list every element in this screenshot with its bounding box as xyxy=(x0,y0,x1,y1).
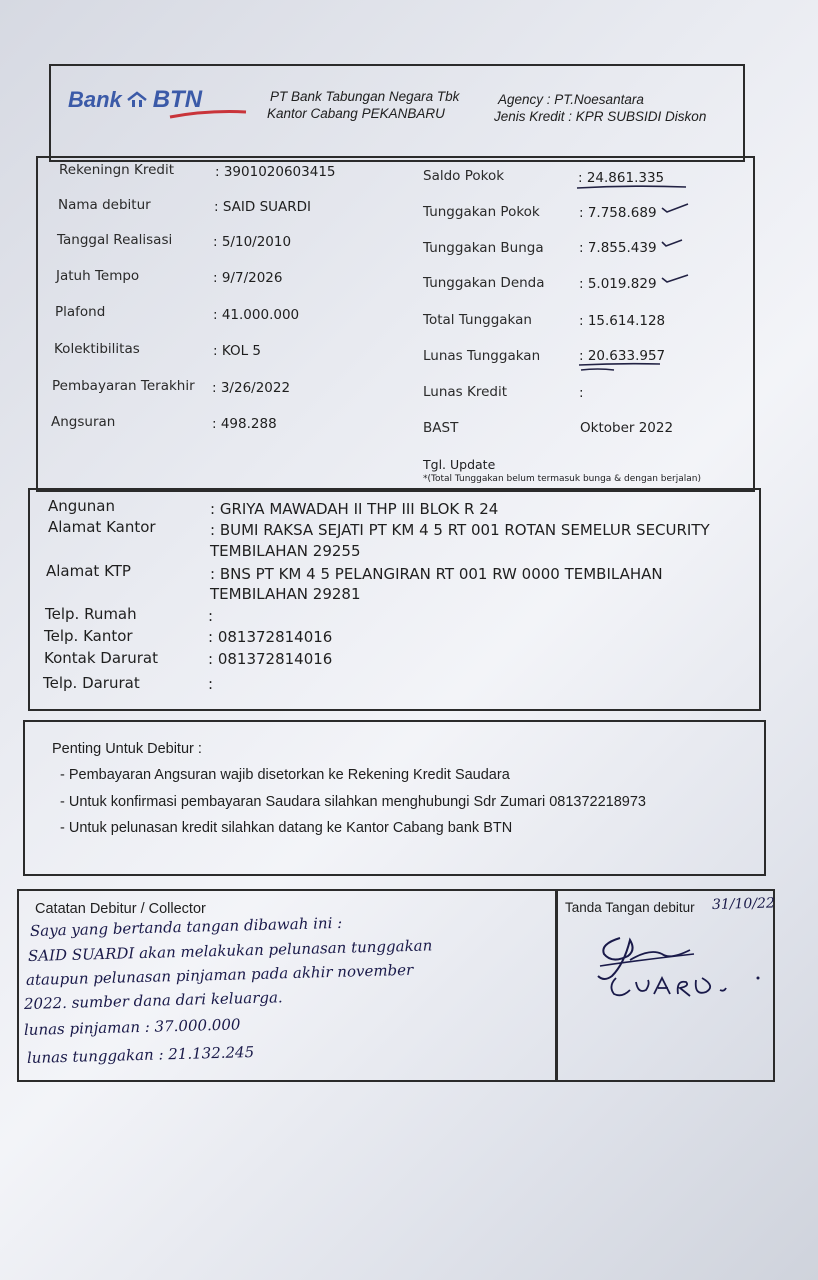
label-telp-rumah: Telp. Rumah xyxy=(45,605,137,623)
value-rekening: : 3901020603415 xyxy=(215,164,336,180)
value-jatuh-tempo: : 9/7/2026 xyxy=(213,270,283,286)
label-angsuran: Angsuran xyxy=(51,414,116,430)
value-tanggal-realisasi: : 5/10/2010 xyxy=(213,234,292,250)
house-logo-icon xyxy=(126,91,148,109)
label-nama: Nama debitur xyxy=(58,197,151,213)
important-item: - Pembayaran Angsuran wajib disetorkan ke Rekening Kredit Saudara xyxy=(60,767,510,783)
label-angunan: Angunan xyxy=(48,497,116,515)
note-line: 2022. sumber dana dari keluarga. xyxy=(23,988,283,1013)
logo-word: Bank xyxy=(68,87,122,112)
label-kontak-darurat: Kontak Darurat xyxy=(44,649,158,667)
label-alamat-ktp: Alamat KTP xyxy=(46,562,131,580)
value-nama: : SAID SUARDI xyxy=(214,199,312,215)
value-bast: Oktober 2022 xyxy=(580,420,674,436)
agency: Agency : PT.Noesantara xyxy=(498,92,644,107)
label-kolektibilitas: Kolektibilitas xyxy=(54,341,140,357)
value-alamat-kantor: : BUMI RAKSA SEJATI PT KM 4 5 RT 001 ROTAN SEMELUR SECURITY xyxy=(210,521,710,539)
label-tanggal-realisasi: Tanggal Realisasi xyxy=(57,232,173,248)
note-line: SAID SUARDI akan melakukan pelunasan tunggakan xyxy=(27,936,433,965)
branch-name: Kantor Cabang PEKANBARU xyxy=(267,106,445,121)
checkmark-icon xyxy=(660,236,684,248)
note-line: lunas pinjaman : 37.000.000 xyxy=(23,1015,241,1039)
bank-name: PT Bank Tabungan Negara Tbk xyxy=(270,89,460,104)
label-pembayaran-terakhir: Pembayaran Terakhir xyxy=(52,378,195,394)
value-telp-darurat: : xyxy=(208,675,214,693)
label-plafond: Plafond xyxy=(55,304,106,320)
value-alamat-ktp: : BNS PT KM 4 5 PELANGIRAN RT 001 RW 0000 TEMBILAHAN xyxy=(210,565,663,583)
value-pembayaran-terakhir: : 3/26/2022 xyxy=(212,380,291,396)
label-saldo-pokok: Saldo Pokok xyxy=(423,168,505,184)
value-lunas-tunggakan: : 20.633.957 xyxy=(579,348,666,364)
value-saldo-pokok: : 24.861.335 xyxy=(578,170,665,186)
label-jatuh-tempo: Jatuh Tempo xyxy=(56,268,140,284)
important-item: - Untuk pelunasan kredit silahkan datang ke Kantor Cabang bank BTN xyxy=(60,820,513,836)
value-tunggakan-denda: : 5.019.829 xyxy=(579,276,657,292)
note-line: ataupun pelunasan pinjaman pada akhir november xyxy=(25,960,414,989)
value-angunan: : GRIYA MAWADAH II THP III BLOK R 24 xyxy=(210,500,499,518)
label-alamat-kantor: Alamat Kantor xyxy=(48,518,156,536)
label-bast: BAST xyxy=(423,420,459,436)
label-tunggakan-pokok: Tunggakan Pokok xyxy=(423,204,540,220)
value-alamat-ktp-line2: TEMBILAHAN 29281 xyxy=(210,585,361,603)
value-kolektibilitas: : KOL 5 xyxy=(213,343,261,359)
label-telp-kantor: Telp. Kantor xyxy=(44,627,133,645)
checkmark-icon xyxy=(660,272,690,284)
value-kontak-darurat: : 081372814016 xyxy=(208,650,333,668)
label-telp-darurat: Telp. Darurat xyxy=(43,674,140,692)
value-telp-kantor: : 081372814016 xyxy=(208,628,333,646)
important-title: Penting Untuk Debitur : xyxy=(52,741,202,757)
label-tunggakan-denda: Tunggakan Denda xyxy=(423,275,545,291)
signature-icon xyxy=(590,920,770,1010)
label-tunggakan-bunga: Tunggakan Bunga xyxy=(423,240,544,256)
value-telp-rumah: : xyxy=(208,607,214,625)
value-tunggakan-bunga: : 7.855.439 xyxy=(579,240,657,256)
underline-mark xyxy=(576,184,688,190)
logo-swoosh-icon xyxy=(168,108,248,120)
signature-date: 31/10/22 xyxy=(711,895,776,913)
value-tunggakan-pokok: : 7.758.689 xyxy=(579,205,657,221)
value-angsuran: : 498.288 xyxy=(212,416,277,432)
value-plafond: : 41.000.000 xyxy=(213,307,300,323)
label-lunas-tunggakan: Lunas Tunggakan xyxy=(423,348,541,364)
label-rekening: Rekeningn Kredit xyxy=(59,162,175,178)
value-lunas-kredit: : xyxy=(579,385,584,401)
signature-title: Tanda Tangan debitur xyxy=(565,900,695,915)
note-line: lunas tunggakan : 21.132.245 xyxy=(26,1043,255,1067)
label-total-tunggakan: Total Tunggakan xyxy=(423,312,532,328)
notes-title: Catatan Debitur / Collector xyxy=(35,901,206,917)
logo-brand: BTN xyxy=(152,86,203,113)
note-line: Saya yang bertanda tangan dibawah ini : xyxy=(29,913,343,940)
footnote: *(Total Tunggakan belum termasuk bunga & dengan berjalan) xyxy=(423,474,701,484)
underline-mark xyxy=(578,362,662,372)
checkmark-icon xyxy=(660,202,690,214)
value-total-tunggakan: : 15.614.128 xyxy=(579,313,666,329)
label-update: Tgl. Update xyxy=(423,457,496,472)
label-lunas-kredit: Lunas Kredit xyxy=(423,384,508,400)
important-item: - Untuk konfirmasi pembayaran Saudara silahkan menghubungi Sdr Zumari 081372218973 xyxy=(60,794,646,810)
credit-type: Jenis Kredit : KPR SUBSIDI Diskon xyxy=(494,109,707,124)
value-alamat-kantor-line2: TEMBILAHAN 29255 xyxy=(210,542,361,560)
